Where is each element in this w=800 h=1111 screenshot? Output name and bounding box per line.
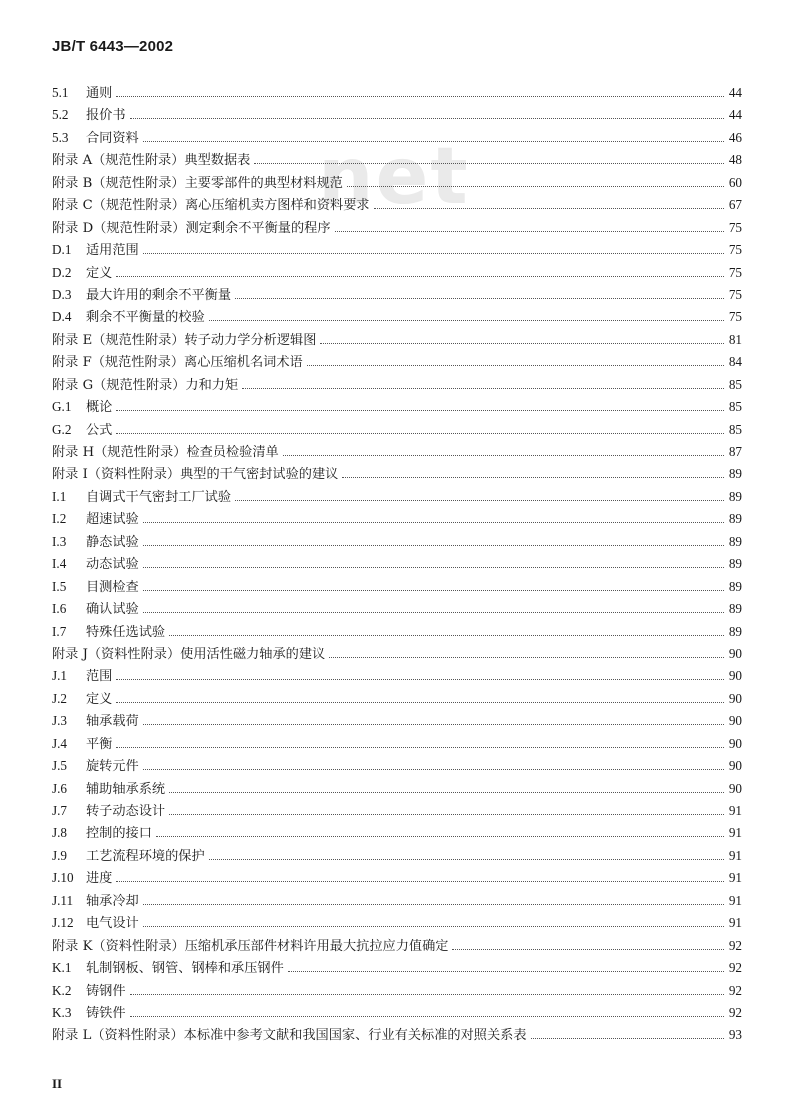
toc-entry[interactable] <box>52 262 742 284</box>
toc-dot-leader <box>452 948 724 950</box>
toc-entry-lead <box>52 239 141 258</box>
toc-entry-page: 91 <box>728 825 742 841</box>
toc-entry-lead <box>52 463 340 482</box>
toc-dot-leader <box>143 611 724 613</box>
toc-entry[interactable] <box>52 306 742 328</box>
toc-entry-page: 91 <box>728 915 742 931</box>
toc-entry-lead <box>52 800 167 819</box>
toc-entry-lead <box>52 912 141 931</box>
toc-entry-title: 轧制钢板、钢管、钢棒和承压钢件 <box>86 961 284 977</box>
toc-appendix-entry[interactable] <box>52 172 742 194</box>
toc-entry-number: D.4 <box>52 309 72 325</box>
toc-entry-number: J.1 <box>52 668 68 684</box>
toc-dot-leader <box>143 566 724 568</box>
toc-dot-leader <box>143 903 724 905</box>
toc-entry-page: 90 <box>728 735 742 751</box>
toc-entry-page: 75 <box>728 242 742 258</box>
toc-entry-number: J.5 <box>52 758 68 774</box>
toc-entry-lead <box>52 508 141 527</box>
toc-entry-lead <box>52 643 327 662</box>
toc-entry[interactable] <box>52 284 742 306</box>
toc-entry-title: 附录 K（资料性附录）压缩机承压部件材料许用最大抗拉应力值确定 <box>52 938 449 954</box>
toc-entry-page: 87 <box>728 444 742 459</box>
toc-entry[interactable] <box>52 82 742 104</box>
toc-dot-leader <box>143 723 724 725</box>
toc-entry-lead <box>52 576 141 595</box>
toc-entry-number: K.3 <box>52 1004 72 1020</box>
toc-entry[interactable] <box>52 665 742 687</box>
toc-entry-title: 剩余不平衡量的校验 <box>86 310 205 326</box>
toc-entry-number: G.2 <box>52 421 72 437</box>
toc-entry-number: G.1 <box>52 399 72 415</box>
toc-entry-page: 85 <box>728 421 742 437</box>
toc-entry[interactable] <box>52 957 742 979</box>
toc-entry[interactable] <box>52 845 742 867</box>
toc-entry-page: 89 <box>728 556 742 572</box>
toc-entry-title: 附录 D（规范性附录）测定剩余不平衡量的程序 <box>52 220 331 236</box>
toc-dot-leader <box>531 1037 724 1039</box>
toc-entry[interactable] <box>52 688 742 710</box>
toc-appendix-entry[interactable] <box>52 935 742 957</box>
toc-entry-title: 合同资料 <box>86 130 139 146</box>
toc-appendix-entry[interactable] <box>52 643 742 665</box>
toc-dot-leader <box>143 925 724 927</box>
toc-dot-leader <box>335 230 724 232</box>
toc-dot-leader <box>320 342 724 344</box>
toc-entry-lead <box>52 1002 128 1021</box>
toc-entry-number: I.2 <box>52 511 67 527</box>
page-number: II <box>52 1076 63 1091</box>
toc-entry-lead <box>52 351 305 370</box>
toc-entry-title: 控制的接口 <box>86 826 152 842</box>
toc-entry[interactable] <box>52 531 742 553</box>
toc-entry-number: J.4 <box>52 735 68 751</box>
toc-entry[interactable] <box>52 598 742 620</box>
toc-entry-title: 附录 F（规范性附录）离心压缩机名词术语 <box>52 355 303 371</box>
toc-entry-lead <box>52 396 114 415</box>
toc-dot-leader <box>143 544 724 546</box>
toc-entry-number: J.2 <box>52 690 68 706</box>
toc-entry-number: I.4 <box>52 556 67 572</box>
toc-entry-lead <box>52 149 252 168</box>
toc-entry[interactable] <box>52 710 742 732</box>
toc-entry-title: 自调式干气密封工厂试验 <box>86 489 232 505</box>
toc-entry-lead <box>52 1024 529 1043</box>
toc-entry-title: 定义 <box>86 691 113 707</box>
toc-dot-leader <box>143 252 724 254</box>
toc-entry-page: 91 <box>728 803 742 818</box>
toc-entry-lead <box>52 980 128 999</box>
toc-entry-title: 附录 I（资料性附录）典型的干气密封试验的建议 <box>52 467 339 483</box>
toc-entry-page: 91 <box>728 870 742 886</box>
toc-entry-title: 适用范围 <box>86 243 139 259</box>
toc-dot-leader <box>130 993 724 995</box>
toc-entry-page: 90 <box>728 758 742 774</box>
toc-entry-lead <box>52 867 114 886</box>
toc-dot-leader <box>116 746 724 748</box>
toc-entry-number: 5.3 <box>52 129 69 145</box>
toc-entry-title: 概论 <box>86 400 113 416</box>
toc-entry-lead <box>52 822 154 841</box>
toc-entry-title: 附录 E（规范性附录）转子动力学分析逻辑图 <box>52 332 317 348</box>
toc-dot-leader <box>209 858 724 860</box>
toc-entry[interactable] <box>52 890 742 912</box>
toc-entry-page: 46 <box>728 129 742 145</box>
toc-entry-title: 附录 B（规范性附录）主要零部件的典型材料规范 <box>52 175 343 191</box>
toc-entry-title: 范围 <box>86 669 113 685</box>
toc-entry-title: 通则 <box>86 86 113 101</box>
toc-entry-page: 89 <box>728 601 742 617</box>
toc-dot-leader <box>342 476 724 478</box>
toc-dot-leader <box>116 95 724 97</box>
toc-entry-number: I.3 <box>52 533 67 549</box>
toc-entry-title: 最大许用的剩余不平衡量 <box>86 287 232 303</box>
toc-entry-title: 附录 J（资料性附录）使用活性磁力轴承的建议 <box>52 646 326 662</box>
toc-dot-leader <box>116 880 724 882</box>
toc-entry-number: 5.2 <box>52 107 69 123</box>
toc-dot-leader <box>116 275 724 277</box>
toc-entry-title: 附录 H（规范性附录）检查员检验清单 <box>52 445 279 460</box>
toc-entry-lead <box>52 306 207 325</box>
toc-entry-lead <box>52 733 114 752</box>
toc-entry[interactable] <box>52 1002 742 1024</box>
toc-entry-lead <box>52 419 114 438</box>
toc-dot-leader <box>209 319 724 321</box>
toc-entry-page: 89 <box>728 533 742 549</box>
toc-appendix-entry[interactable] <box>52 149 742 171</box>
toc-entry-page: 60 <box>728 174 742 190</box>
toc-dot-leader <box>235 499 724 501</box>
toc-entry[interactable] <box>52 576 742 598</box>
toc-entry-page: 91 <box>728 892 742 908</box>
toc-appendix-entry[interactable] <box>52 329 742 351</box>
toc-entry-lead <box>52 262 114 281</box>
toc-entry-page: 75 <box>728 309 742 325</box>
toc-entry[interactable] <box>52 486 742 508</box>
toc-entry-number: J.9 <box>52 847 68 863</box>
toc-entry-number: I.6 <box>52 601 67 617</box>
toc-entry-lead <box>52 486 233 505</box>
toc-entry-title: 目测检查 <box>86 579 139 595</box>
toc-entry-page: 92 <box>728 982 742 998</box>
toc-entry-page: 91 <box>728 847 742 863</box>
toc-entry-page: 75 <box>728 219 742 235</box>
toc-entry-page: 93 <box>728 1027 742 1043</box>
toc-entry-title: 转子动态设计 <box>86 804 166 819</box>
toc-dot-leader <box>235 297 724 299</box>
toc-dot-leader <box>307 364 724 366</box>
toc-entry-page: 84 <box>728 354 742 370</box>
toc-entry-title: 公式 <box>86 422 113 438</box>
toc-entry-title: 铸铁件 <box>86 1005 126 1021</box>
toc-entry-title: 铸钢件 <box>86 983 126 999</box>
toc-entry[interactable] <box>52 800 742 822</box>
toc-entry-page: 92 <box>728 960 742 976</box>
toc-entry-number: J.10 <box>52 870 74 886</box>
toc-entry-lead <box>52 778 167 797</box>
toc-entry-lead <box>52 710 141 729</box>
toc-dot-leader <box>116 432 724 434</box>
toc-entry-page: 44 <box>728 107 742 123</box>
toc-entry-page: 81 <box>728 331 742 347</box>
toc-entry-page: 90 <box>728 645 742 661</box>
toc-entry-lead <box>52 217 333 236</box>
toc-entry-number: K.2 <box>52 982 72 998</box>
toc-dot-leader <box>242 387 724 389</box>
toc-entry[interactable] <box>52 733 742 755</box>
toc-entry-lead <box>52 284 233 303</box>
toc-dot-leader <box>143 521 724 523</box>
toc-dot-leader <box>130 117 724 119</box>
toc-entry-number: D.1 <box>52 242 72 258</box>
toc-entry-title: 附录 L（资料性附录）本标准中参考文献和我国国家、行业有关标准的对照关系表 <box>52 1028 527 1044</box>
toc-dot-leader <box>116 678 724 680</box>
toc-dot-leader <box>169 813 724 815</box>
toc-appendix-entry[interactable] <box>52 217 742 239</box>
toc-entry-number: I.7 <box>52 623 67 639</box>
toc-entry[interactable] <box>52 396 742 418</box>
toc-entry-title: 工艺流程环境的保护 <box>86 848 205 864</box>
toc-entry-title: 辅助轴承系统 <box>86 781 166 797</box>
toc-entry-page: 75 <box>728 264 742 280</box>
toc-entry-page: 85 <box>728 376 742 392</box>
toc-entry-number: J.7 <box>52 803 68 818</box>
toc-entry-page: 90 <box>728 713 742 729</box>
toc-entry-title: 附录 G（规范性附录）力和力矩 <box>52 377 239 393</box>
toc-entry[interactable] <box>52 822 742 844</box>
toc-entry-lead <box>52 935 450 954</box>
toc-dot-leader <box>283 454 724 456</box>
toc-dot-leader <box>143 140 724 142</box>
toc-entry-lead <box>52 127 141 146</box>
toc-entry-title: 动态试验 <box>86 557 139 573</box>
toc-entry[interactable] <box>52 239 742 261</box>
toc-entry-title: 超速试验 <box>86 512 139 528</box>
toc-entry-lead <box>52 531 141 550</box>
watermark: net <box>318 132 470 222</box>
toc-entry-page: 90 <box>728 780 742 796</box>
toc-entry-lead <box>52 194 372 213</box>
toc-appendix-entry[interactable] <box>52 351 742 373</box>
toc-dot-leader <box>347 185 724 187</box>
toc-entry-page: 85 <box>728 399 742 415</box>
toc-entry-page: 89 <box>728 578 742 594</box>
toc-entry-lead <box>52 621 167 640</box>
toc-dot-leader <box>116 701 724 703</box>
toc-entry-number: D.2 <box>52 264 72 280</box>
toc-entry-title: 旋转元件 <box>86 759 139 775</box>
toc-entry-number: 5.1 <box>52 85 69 100</box>
toc-entry-page: 89 <box>728 466 742 482</box>
toc-entry-lead <box>52 82 114 101</box>
toc-entry-lead <box>52 104 128 123</box>
toc-entry-title: 平衡 <box>86 736 113 752</box>
toc-entry-number: J.8 <box>52 825 68 841</box>
toc-entry-lead <box>52 665 114 684</box>
toc-entry[interactable] <box>52 104 742 126</box>
toc-dot-leader <box>288 970 724 972</box>
toc-dot-leader <box>130 1015 724 1017</box>
toc-entry-title: 报价书 <box>86 108 126 124</box>
toc-appendix-entry[interactable] <box>52 374 742 396</box>
toc-appendix-entry[interactable] <box>52 194 742 216</box>
standard-number: JB/T 6443—2002 <box>52 38 174 55</box>
toc-entry-page: 92 <box>728 937 742 953</box>
toc-dot-leader <box>156 835 724 837</box>
toc-entry-title: 进度 <box>86 871 113 887</box>
toc-entry-page: 89 <box>728 623 742 639</box>
toc-dot-leader <box>143 589 724 591</box>
toc-entry-number: J.11 <box>52 892 74 908</box>
toc-entry-title: 电气设计 <box>86 916 139 932</box>
toc-entry-lead <box>52 441 281 460</box>
toc-entry[interactable] <box>52 778 742 800</box>
toc-appendix-entry[interactable] <box>52 441 742 463</box>
toc-entry[interactable] <box>52 127 742 149</box>
toc-entry-page: 92 <box>728 1004 742 1020</box>
toc-entry-title: 附录 A（规范性附录）典型数据表 <box>52 153 251 169</box>
toc-entry-number: J.6 <box>52 780 68 796</box>
toc-entry[interactable] <box>52 419 742 441</box>
toc-dot-leader <box>169 791 724 793</box>
toc-entry-number: K.1 <box>52 960 72 976</box>
toc-entry-title: 轴承冷却 <box>86 893 139 909</box>
toc-entry[interactable] <box>52 755 742 777</box>
toc-entry-page: 67 <box>728 197 742 213</box>
toc-entry-page: 90 <box>728 668 742 684</box>
toc-entry-lead <box>52 957 286 976</box>
toc-entry-number: I.1 <box>52 488 67 504</box>
toc-entry[interactable] <box>52 508 742 530</box>
toc-entry-lead <box>52 329 318 348</box>
toc-dot-leader <box>329 656 724 658</box>
toc-entry-lead <box>52 598 141 617</box>
toc-entry-title: 轴承载荷 <box>86 714 139 730</box>
toc-appendix-entry[interactable] <box>52 463 742 485</box>
toc-entry-lead <box>52 374 240 393</box>
toc-entry-title: 静态试验 <box>86 534 139 550</box>
toc-entry-number: D.3 <box>52 286 72 302</box>
toc-entry-lead <box>52 755 141 774</box>
toc-entry-number: I.5 <box>52 578 67 594</box>
toc-entry-lead <box>52 845 207 864</box>
toc-entry[interactable] <box>52 867 742 889</box>
toc-entry-number: J.12 <box>52 915 74 931</box>
toc-dot-leader <box>143 768 724 770</box>
toc-entry[interactable] <box>52 621 742 643</box>
toc-entry[interactable] <box>52 912 742 934</box>
toc-dot-leader <box>254 162 724 164</box>
toc-appendix-entry[interactable] <box>52 1024 742 1046</box>
toc-entry-number: J.3 <box>52 713 68 729</box>
toc-dot-leader <box>116 409 724 411</box>
toc-entry-title: 附录 C（规范性附录）离心压缩机卖方图样和资料要求 <box>52 198 370 214</box>
toc-entry-page: 90 <box>728 690 742 706</box>
toc-entry-lead <box>52 172 345 191</box>
toc-entry[interactable] <box>52 980 742 1002</box>
toc-entry-page: 89 <box>728 488 742 504</box>
toc-entry-page: 44 <box>728 85 742 100</box>
table-of-contents <box>52 82 742 1047</box>
toc-entry-title: 特殊任选试验 <box>86 624 166 640</box>
toc-entry-title: 定义 <box>86 265 113 281</box>
toc-entry-lead <box>52 553 141 572</box>
toc-dot-leader <box>374 207 724 209</box>
toc-entry-lead <box>52 890 141 909</box>
toc-entry-title: 确认试验 <box>86 602 139 618</box>
toc-entry-lead <box>52 688 114 707</box>
toc-entry-page: 75 <box>728 286 742 302</box>
toc-dot-leader <box>169 634 724 636</box>
toc-entry[interactable] <box>52 553 742 575</box>
toc-entry-page: 89 <box>728 511 742 527</box>
toc-entry-page: 48 <box>728 152 742 168</box>
